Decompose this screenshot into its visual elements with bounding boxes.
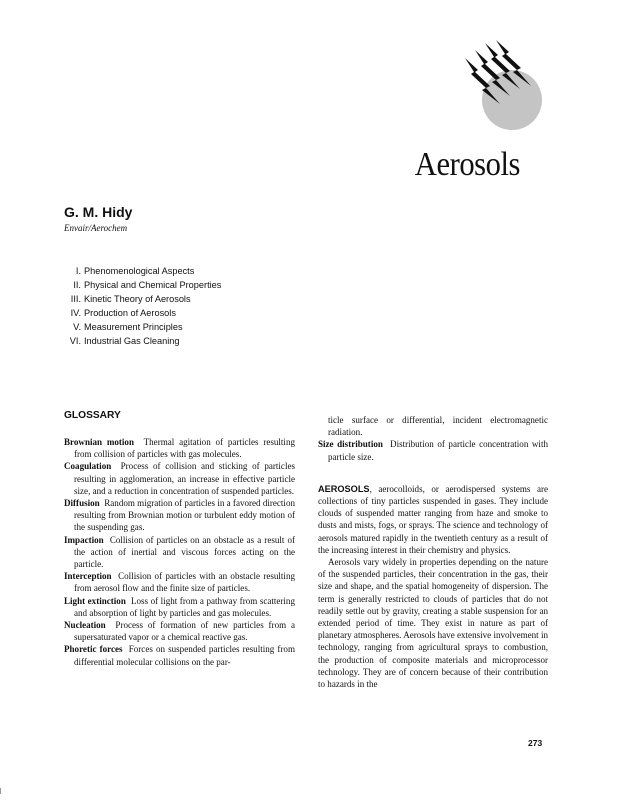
toc-item: II. Physical and Chemical Properties	[73, 280, 222, 290]
glossary-entry: Impaction Collision of particles on an obstacle as a result of the action of inertial and viscous forces acting on the particle.	[64, 534, 295, 570]
author-affiliation: Envair/Aerochem	[64, 223, 128, 233]
page-number: 273	[528, 738, 543, 748]
glossary-entry: Size distribution Distribution of particle concentration with particle size.	[318, 439, 548, 462]
body-paragraph: AEROSOLS, aerocolloids, or aerodispersed systems are collections of tiny particles suspended in gases. They include clouds of suspended matter ranging from haze and smoke to dusts and mists, fogs, or sprays. The science and technology of aerosols matured rapidly in the twentieth century as a result of the increasing interest in their chemistry and physics.	[318, 483, 548, 555]
glossary-left-column	[64, 436, 295, 668]
glossary-entry: Interception Collision of particles with an obstacle resulting from aerosol flow and the finite size of particles.	[64, 571, 295, 594]
toc-item: III. Kinetic Theory of Aerosols	[70, 294, 191, 304]
toc-item: IV. Production of Aerosols	[70, 308, 176, 318]
glossary-entry: Light extinction Loss of light from a pathway from scattering and absorption of light by particles and gas molecules.	[64, 595, 295, 618]
toc-item: I. Phenomenological Aspects	[75, 266, 195, 276]
logo-circle	[482, 70, 542, 130]
glossary-entry: Coagulation Process of collision and sticking of particles resulting in agglomeration, an increase in effective particle size, and a reduction in concentration of suspended particles.	[64, 461, 295, 496]
glossary-entry: Brownian motion Thermal agitation of particles resulting from collision of particles with gas molecules.	[64, 437, 295, 460]
glossary-entry: Phoretic forces Forces on suspended particles resulting from differential molecular collisions on the par-	[64, 644, 295, 667]
glossary-entry: Diffusion Random migration of particles in a favored direction resulting from Brownian motion or turbulent eddy motion of the suspending gas.	[64, 498, 295, 533]
glossary-heading: GLOSSARY	[64, 410, 121, 421]
toc-item: V. Measurement Principles	[73, 322, 183, 332]
lead-word: AEROSOLS	[318, 483, 370, 494]
glossary-entry: Nucleation Process of formation of new particles from a supersaturated vapor or a chemical reactive gas.	[64, 620, 295, 643]
body-right-column	[318, 414, 548, 690]
chapter-title: Aerosols	[414, 146, 520, 183]
body-paragraph: Aerosols vary widely in properties depending on the nature of the suspended particles, their concentration in the gas, their size and shape, and the spatial homogeneity of dispersion. The term is generally restricted to clouds of particles that do not readily settle out by gravity, creating a stable suspension for an extended period of time. They exist in nature as part of planetary atmospheres. Aerosols have extensive involvement in technology, ranging from agricultural sprays to combustion, the production of composite materials and microprocessor technology. They are of concern because of their contribution to hazards in the	[318, 557, 548, 690]
chapter-logo	[462, 40, 542, 132]
author-name: G. M. Hidy	[64, 204, 133, 220]
glossary-continuation: ticle surface or differential, incident electromagnetic radiation.	[328, 415, 548, 438]
table-of-contents	[64, 264, 221, 348]
crop-mark	[0, 788, 1, 794]
toc-item: VI. Industrial Gas Cleaning	[69, 336, 180, 346]
